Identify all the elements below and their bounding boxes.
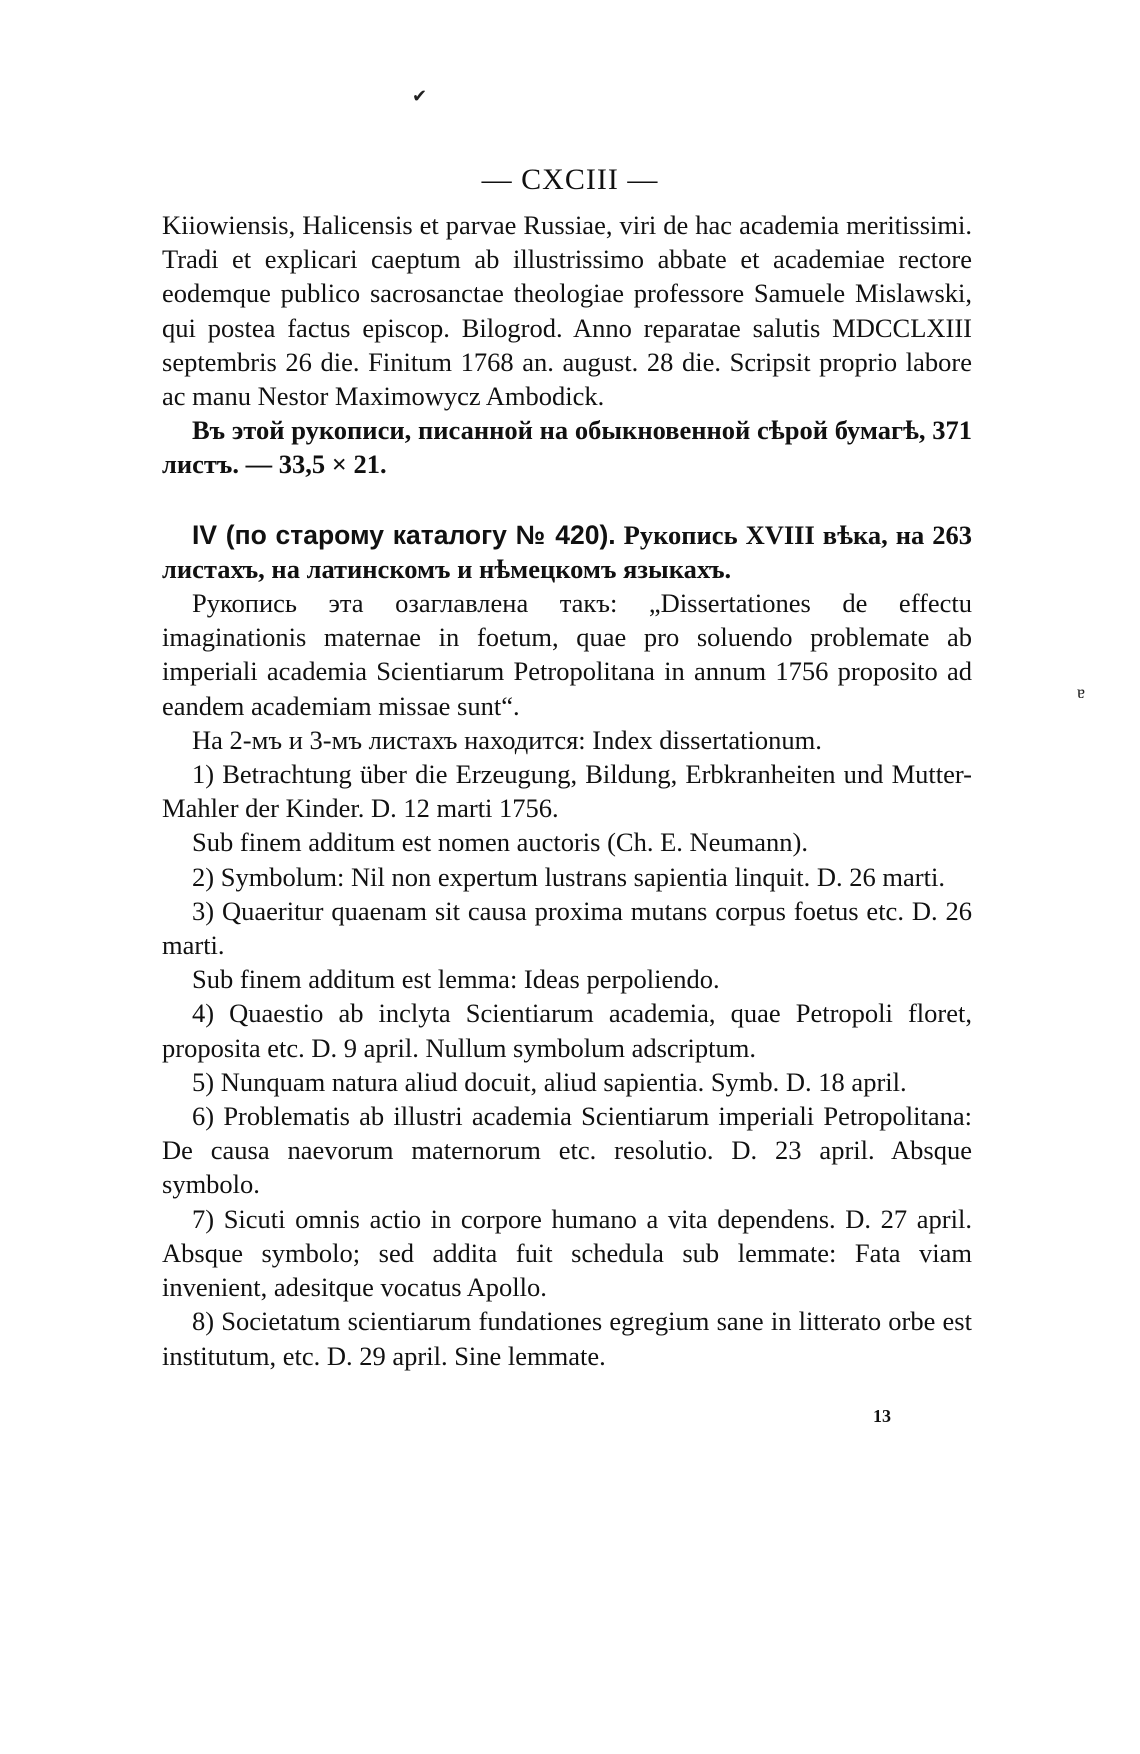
paragraph-index: На 2-мъ и 3-мъ листахъ находится: Index dissertationum. (192, 724, 822, 755)
page-number-heading: — CXCIII — (481, 163, 659, 196)
list-item: 8) Societatum scientiarum fundationes egregium sane in litterato orbe est institutum, etc. D. 29 april. Sine lemmate. (162, 1306, 972, 1371)
list-item-note: Sub finem additum est lemma: Ideas perpoliendo. (192, 964, 720, 995)
page-body (162, 208, 972, 1373)
catalog-number: IV (по старому каталогу № 420). (192, 519, 616, 550)
list-item: 3) Quaeritur quaenam sit causa proxima mutans corpus foetus etc. D. 26 marti. (162, 895, 972, 961)
list-item: 1) Betrachtung über die Erzeugung, Bildung, Erbkranheiten und Mutter-Mahler der Kinder. D. 12 marti 1756. (162, 759, 972, 824)
paragraph-entry-heading (162, 518, 972, 586)
entry-heading-text: Рукопись XVIII вѣка, на 263 листахъ, на латинскомъ и нѣмецкомъ языкахъ. (162, 519, 973, 584)
list-item: 4) Quaestio ab inclyta Scientiarum academia, quae Petropoli floret, proposita etc. D. 9 april. Nullum symbolum adscriptum. (162, 998, 972, 1063)
list-item: 6) Problematis ab illustri academia Scientiarum imperiali Petropolitana: De causa naevorum maternorum etc. resolutio. D. 23 april. Absque symbolo. (162, 1101, 972, 1200)
ink-mark-top: ✔ (412, 86, 428, 106)
list-item: 2) Symbolum: Nil non expertum lustrans sapientia linquit. D. 26 marti. (192, 861, 945, 892)
paragraph-russian-description: Въ этой рукописи, писанной на обыкновенной сѣрой бумагѣ, 371 листъ. — 33,5 × 21. (162, 415, 972, 480)
ink-mark-right: ɐ (1077, 682, 1085, 702)
paragraph-continuation: Kiiowiensis, Halicensis et parvae Russiae, viri de hac academia meritissimi. Tradi et explicari caeptum ab illustrissimo abbate et academiae rectore eodemque publico sacrosanctae theologiae professore Samuele Mislawski, qui postea factus episcop. Bilogrod. Anno reparatae salutis MDCCLXIII septembris 26 die. Finitum 1768 an. august. 28 die. Scripsit proprio labore ac manu Nestor Maximowycz Ambodick. (162, 210, 972, 412)
paragraph-title: Рукопись эта озаглавлена такъ: „Dissertationes de effectu imaginationis maternae in foetum, quae pro soluendo problemate ab imperiali academia Scientiarum Petropolitana in annum 1756 proposito ad eandem academiam missae sunt“. (162, 588, 972, 721)
list-item: 5) Nunquam natura aliud docuit, aliud sapientia. Symb. D. 18 april. (192, 1066, 907, 1097)
list-item-note: Sub finem additum est nomen auctoris (Ch. E. Neumann). (192, 827, 809, 858)
signature-mark: 13 (873, 1406, 891, 1426)
list-item: 7) Sicuti omnis actio in corpore humano a vita dependens. D. 27 april. Absque symbolo; sed addita fuit schedula sub lemmate: Fata viam invenient, adesitque vocatus Apollo. (162, 1203, 972, 1303)
